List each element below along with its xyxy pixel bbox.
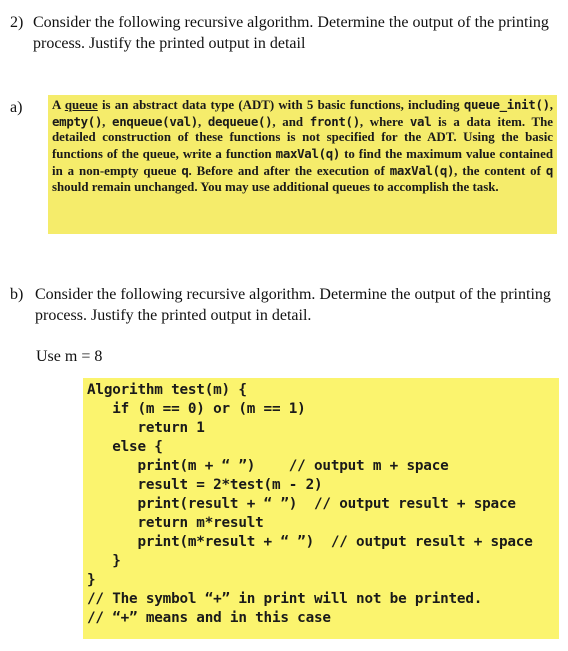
text-segment: . Before and after the execution of — [188, 163, 390, 178]
code-line: if (m == 0) or (m == 1) — [87, 401, 306, 417]
text-segment: A — [52, 98, 65, 112]
code-dequeue: dequeue() — [207, 113, 273, 129]
separator: , — [549, 98, 553, 112]
code-block — [83, 378, 559, 639]
part-a-label: a) — [10, 99, 23, 116]
text-segment: to find the maximum value contained in a non-empty queue — [52, 147, 553, 178]
text-segment: is a data item. The detailed construction of these functions is not specified for the ADT. Using the basic functions of the queue, write a function — [52, 114, 554, 162]
separator: , — [197, 114, 208, 129]
queue-term: queue — [64, 98, 98, 112]
part-b-text: Consider the following recursive algorithm. Determine the output of the printing process. Justify the printed output in detail. — [35, 286, 551, 324]
code-comment-line: // The symbol “+” in print will not be printed. — [87, 591, 483, 607]
separator: , and — [272, 114, 310, 129]
code-line: } — [87, 553, 121, 569]
text-segment: is an abstract data type (ADT) with 5 basic functions, including — [97, 98, 464, 112]
code-empty: empty() — [52, 113, 103, 129]
code-maxval: maxVal(q) — [275, 146, 341, 162]
code-line: print(m*result + “ ”) // output result + space — [87, 534, 533, 550]
part-b-question — [10, 284, 560, 326]
code-line: Algorithm test(m) { — [87, 382, 247, 398]
separator: , — [102, 114, 113, 129]
code-line: print(m + “ ”) // output m + space — [87, 458, 449, 474]
text-segment: , the content of — [454, 163, 546, 178]
code-line: return m*result — [87, 515, 264, 531]
code-q: q — [545, 162, 553, 178]
code-line: } — [87, 572, 96, 588]
code-line: else { — [87, 439, 163, 455]
code-val: val — [409, 113, 432, 129]
part-a-highlighted-text — [48, 95, 557, 234]
code-enqueue: enqueue(val) — [112, 113, 198, 129]
code-front: front() — [309, 113, 360, 129]
code-line: result = 2*test(m - 2) — [87, 477, 323, 493]
text-segment: should remain unchanged. You may use additional queues to accomplish the task. — [52, 179, 499, 194]
code-queue-init: queue_init() — [463, 97, 550, 112]
question-number: 2) — [10, 14, 24, 31]
use-m-note: Use m = 8 — [36, 348, 103, 365]
part-b-label: b) — [10, 286, 24, 303]
code-line: print(result + “ ”) // output result + space — [87, 496, 516, 512]
code-line: return 1 — [87, 420, 205, 436]
code-comment-line: // “+” means and in this case — [87, 610, 331, 626]
question-text: Consider the following recursive algorithm. Determine the output of the printing process. Justify the printed output in detail — [33, 14, 549, 52]
code-maxval: maxVal(q) — [389, 162, 455, 178]
question-2 — [10, 12, 560, 54]
code-q: q — [181, 162, 189, 178]
text-segment: , where — [359, 114, 410, 129]
